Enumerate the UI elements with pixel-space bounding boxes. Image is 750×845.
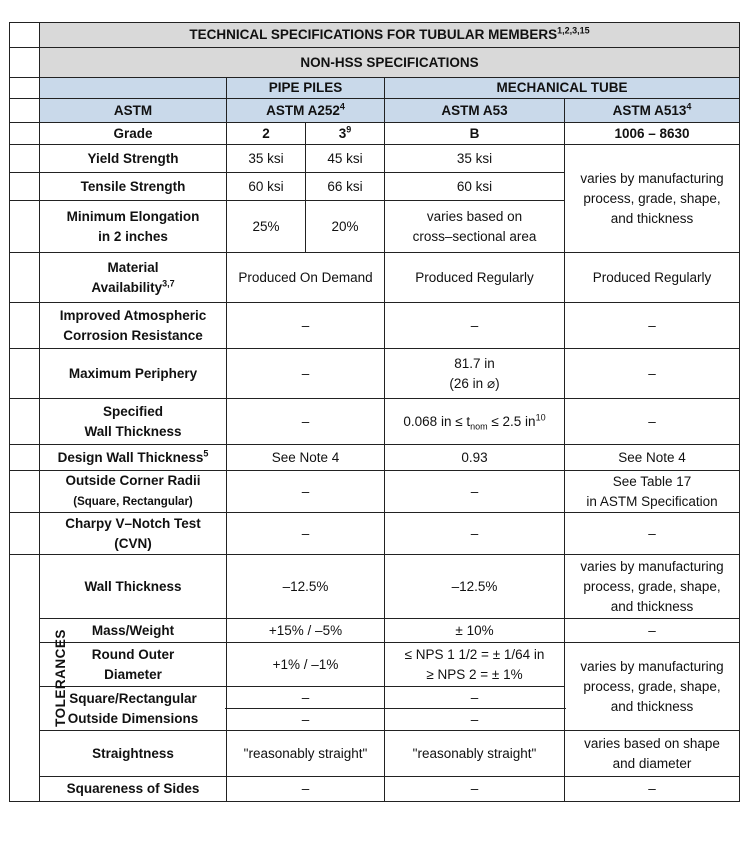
group-mechanical-tube: MECHANICAL TUBE [385, 78, 740, 99]
corner-blank [10, 303, 40, 349]
design-wall-label: Design Wall Thickness$^5$ [40, 445, 227, 471]
grade-label: Grade [40, 123, 227, 145]
yield-label: Yield Strength [40, 145, 227, 173]
tol-wall-a513: varies by manufacturing process, grade, shape, and thickness [565, 555, 740, 619]
elongation-label: Minimum Elongation in 2 inches [40, 201, 227, 253]
round-od-piles: +1% / –1% [227, 643, 385, 687]
charpy-a53: – [385, 513, 565, 555]
tolerances-label: TOLERANCES [10, 555, 40, 802]
tol-wall-piles: –12.5% [227, 555, 385, 619]
design-wall-piles: See Note 4 [227, 445, 385, 471]
corner-blank [10, 123, 40, 145]
tensile-grade-3: 66 ksi [306, 173, 385, 201]
straightness-a53: "reasonably straight" [385, 731, 565, 777]
grade-range: 1006 – 8630 [565, 123, 740, 145]
periphery-a513: – [565, 349, 740, 399]
periphery-label: Maximum Periphery [40, 349, 227, 399]
charpy-label: Charpy V–Notch Test (CVN) [40, 513, 227, 555]
squareness-label: Squareness of Sides [40, 777, 227, 802]
astm-a252-header: ASTM $A252^4$ [227, 99, 385, 123]
tensile-grade-2: 60 ksi [227, 173, 306, 201]
wall-a53: 0.068 in ≤ $t_{nom} \le 2.5$ $in^{10}$ [385, 399, 565, 445]
mass-label: Mass/Weight [40, 619, 227, 643]
round-od-label: Round Outer Diameter [40, 643, 227, 687]
elongation-grade-2: 25% [227, 201, 306, 253]
corner-blank [10, 445, 40, 471]
square-dim-a53: – – [385, 687, 565, 731]
yield-a53: 35 ksi [385, 145, 565, 173]
corner-radii-label: Outside Corner Radii (Square, Rectangular) [40, 471, 227, 513]
round-od-a53: ≤ NPS 1 1/2 = ± 1/64 in ≥ NPS 2 = ± 1% [385, 643, 565, 687]
corner-a53: – [385, 471, 565, 513]
grade-3: $3^9$ [306, 123, 385, 145]
corner-blank [10, 78, 40, 99]
mass-a513: – [565, 619, 740, 643]
wall-a513: – [565, 399, 740, 445]
elongation-grade-3: 20% [306, 201, 385, 253]
grade-b: B [385, 123, 565, 145]
availability-piles: Produced On Demand [227, 253, 385, 303]
corner-blank [10, 349, 40, 399]
grade-2: 2 [227, 123, 306, 145]
corrosion-a53: – [385, 303, 565, 349]
wall-piles: – [227, 399, 385, 445]
table-subtitle: NON-HSS SPECIFICATIONS [40, 48, 740, 78]
corner-blank [10, 23, 40, 48]
yield-grade-3: 45 ksi [306, 145, 385, 173]
group-blank [40, 78, 227, 99]
design-wall-a513: See Note 4 [565, 445, 740, 471]
corrosion-piles: – [227, 303, 385, 349]
squareness-a53: – [385, 777, 565, 802]
corner-blank [10, 471, 40, 513]
corrosion-a513: – [565, 303, 740, 349]
elongation-a53: varies based on cross–sectional area [385, 201, 565, 253]
corner-blank [10, 201, 40, 253]
tol-wall-a53: –12.5% [385, 555, 565, 619]
mass-piles: +15% / –5% [227, 619, 385, 643]
corner-piles: – [227, 471, 385, 513]
tensile-a53: 60 ksi [385, 173, 565, 201]
corner-blank [10, 253, 40, 303]
wall-label: Specified Wall Thickness [40, 399, 227, 445]
astm-a53-header: ASTM A53 [385, 99, 565, 123]
yield-grade-2: 35 ksi [227, 145, 306, 173]
tol-wall-label: Wall Thickness [40, 555, 227, 619]
availability-label: Material Availability$^{3,7}$ [40, 253, 227, 303]
square-dim-piles: – – [227, 687, 385, 731]
availability-a513: Produced Regularly [565, 253, 740, 303]
charpy-piles: – [227, 513, 385, 555]
corner-a513: See Table 17 in ASTM Specification [565, 471, 740, 513]
corner-blank [10, 48, 40, 78]
availability-a53: Produced Regularly [385, 253, 565, 303]
straightness-label: Straightness [40, 731, 227, 777]
charpy-a513: – [565, 513, 740, 555]
periphery-piles: – [227, 349, 385, 399]
astm-a513-header: ASTM $A513^4$ [565, 99, 740, 123]
a513-dimension-note: varies by manufacturing process, grade, shape, and thickness [565, 643, 740, 731]
corner-blank [10, 513, 40, 555]
squareness-a513: – [565, 777, 740, 802]
design-wall-a53: 0.93 [385, 445, 565, 471]
mass-a53: ± 10% [385, 619, 565, 643]
corner-blank [10, 99, 40, 123]
table-title: TECHNICAL SPECIFICATIONS FOR TUBULAR MEMBERS$^{1,2,3,15}$ [40, 23, 740, 48]
a513-strength-note: varies by manufacturing process, grade, shape, and thickness [565, 145, 740, 253]
straightness-piles: "reasonably straight" [227, 731, 385, 777]
astm-label: ASTM [40, 99, 227, 123]
group-pipe-piles: PIPE PILES [227, 78, 385, 99]
corner-blank [10, 173, 40, 201]
squareness-piles: – [227, 777, 385, 802]
corner-blank [10, 399, 40, 445]
spec-table [9, 22, 740, 802]
tensile-label: Tensile Strength [40, 173, 227, 201]
corner-blank [10, 145, 40, 173]
periphery-a53: 81.7 in (26 in ⌀) [385, 349, 565, 399]
square-dim-label: Square/Rectangular Outside Dimensions [40, 687, 227, 731]
straightness-a513: varies based on shape and diameter [565, 731, 740, 777]
corrosion-label: Improved Atmospheric Corrosion Resistance [40, 303, 227, 349]
